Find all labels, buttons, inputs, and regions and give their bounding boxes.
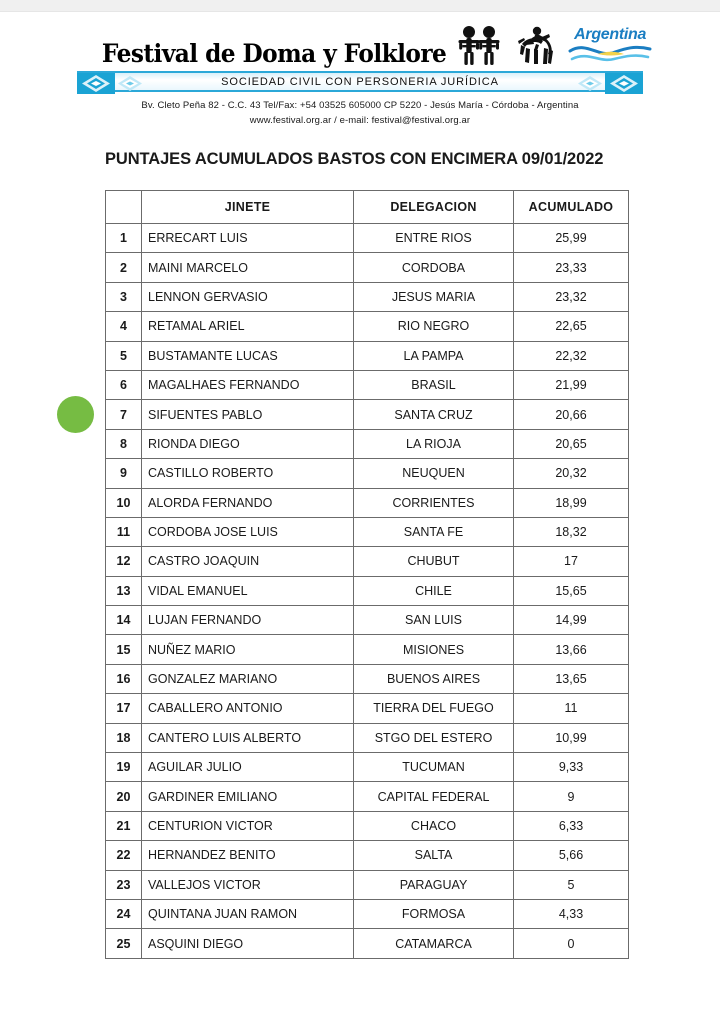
table-row [106, 606, 629, 635]
personeria-juridica-band [77, 71, 643, 92]
delegation-cell: TIERRA DEL FUEGO [354, 694, 514, 723]
accumulated-score-cell: 5 [514, 870, 629, 899]
table-row [106, 224, 629, 253]
table-row [106, 488, 629, 517]
delegation-cell: CORDOBA [354, 253, 514, 282]
horse-rider-silhouette-icon [512, 24, 558, 66]
rider-name-cell: MAINI MARCELO [142, 253, 354, 282]
table-row [106, 694, 629, 723]
table-row [106, 870, 629, 899]
table-row [106, 400, 629, 429]
rider-name-cell: HERNANDEZ BENITO [142, 841, 354, 870]
accumulated-score-cell: 5,66 [514, 841, 629, 870]
accumulated-score-cell: 20,66 [514, 400, 629, 429]
standings-table [105, 190, 629, 959]
table-row [106, 811, 629, 840]
accumulated-score-cell: 13,66 [514, 635, 629, 664]
table-row [106, 664, 629, 693]
rider-name-cell: ERRECART LUIS [142, 224, 354, 253]
table-row [106, 753, 629, 782]
argentina-brand-logo [568, 27, 652, 65]
delegation-cell: CHUBUT [354, 547, 514, 576]
rider-name-cell: VALLEJOS VICTOR [142, 870, 354, 899]
accumulated-score-cell: 10,99 [514, 723, 629, 752]
rider-name-cell: CORDOBA JOSE LUIS [142, 517, 354, 546]
rider-name-cell: AGUILAR JULIO [142, 753, 354, 782]
gaucho-pictogram-icon [456, 24, 502, 66]
contact-address-line: Bv. Cleto Peña 82 - C.C. 43 Tel/Fax: +54 03525 605000 CP 5220 - Jesús María - Córdoba - Argentina [141, 100, 579, 111]
delegation-cell: NEUQUEN [354, 459, 514, 488]
delegation-cell: JESUS MARIA [354, 282, 514, 311]
delegation-cell: STGO DEL ESTERO [354, 723, 514, 752]
accumulated-score-cell: 17 [514, 547, 629, 576]
accumulated-score-cell: 13,65 [514, 664, 629, 693]
column-header-delegacion: DELEGACION [354, 191, 514, 224]
accumulated-score-cell: 0 [514, 929, 629, 958]
rank-cell: 6 [106, 370, 142, 399]
rank-cell: 20 [106, 782, 142, 811]
column-header-rank [106, 191, 142, 224]
table-row [106, 429, 629, 458]
table-row [106, 370, 629, 399]
rider-name-cell: CENTURION VICTOR [142, 811, 354, 840]
accumulated-score-cell: 20,65 [514, 429, 629, 458]
rider-name-cell: CASTILLO ROBERTO [142, 459, 354, 488]
band-ornament-right [571, 73, 643, 90]
rank-cell: 18 [106, 723, 142, 752]
rider-name-cell: GARDINER EMILIANO [142, 782, 354, 811]
table-row [106, 576, 629, 605]
rank-cell: 24 [106, 899, 142, 928]
rider-name-cell: GONZALEZ MARIANO [142, 664, 354, 693]
table-row [106, 841, 629, 870]
accumulated-score-cell: 14,99 [514, 606, 629, 635]
rider-name-cell: ASQUINI DIEGO [142, 929, 354, 958]
row-highlight-marker-icon [57, 396, 94, 433]
rank-cell: 25 [106, 929, 142, 958]
delegation-cell: FORMOSA [354, 899, 514, 928]
rank-cell: 11 [106, 517, 142, 546]
delegation-cell: LA PAMPA [354, 341, 514, 370]
rank-cell: 23 [106, 870, 142, 899]
table-row [106, 253, 629, 282]
table-row [106, 341, 629, 370]
delegation-cell: ENTRE RIOS [354, 224, 514, 253]
rank-cell: 13 [106, 576, 142, 605]
rank-cell: 12 [106, 547, 142, 576]
rider-name-cell: BUSTAMANTE LUCAS [142, 341, 354, 370]
rider-name-cell: CABALLERO ANTONIO [142, 694, 354, 723]
rank-cell: 10 [106, 488, 142, 517]
report-title: PUNTAJES ACUMULADOS BASTOS CON ENCIMERA 09/01/2022 [105, 150, 604, 168]
rider-name-cell: RETAMAL ARIEL [142, 312, 354, 341]
accumulated-score-cell: 9,33 [514, 753, 629, 782]
accumulated-score-cell: 21,99 [514, 370, 629, 399]
accumulated-score-cell: 22,65 [514, 312, 629, 341]
letterhead-logo-row [0, 22, 720, 66]
rider-name-cell: LUJAN FERNANDO [142, 606, 354, 635]
delegation-cell: CORRIENTES [354, 488, 514, 517]
accumulated-score-cell: 23,33 [514, 253, 629, 282]
delegation-cell: CHACO [354, 811, 514, 840]
rider-name-cell: NUÑEZ MARIO [142, 635, 354, 664]
band-text: SOCIEDAD CIVIL CON PERSONERIA JURÍDICA [221, 75, 499, 88]
rank-cell: 22 [106, 841, 142, 870]
delegation-cell: SANTA CRUZ [354, 400, 514, 429]
table-row [106, 929, 629, 958]
table-row [106, 782, 629, 811]
delegation-cell: MISIONES [354, 635, 514, 664]
rank-cell: 14 [106, 606, 142, 635]
delegation-cell: RIO NEGRO [354, 312, 514, 341]
delegation-cell: CATAMARCA [354, 929, 514, 958]
delegation-cell: CAPITAL FEDERAL [354, 782, 514, 811]
rank-cell: 4 [106, 312, 142, 341]
rank-cell: 15 [106, 635, 142, 664]
table-row [106, 547, 629, 576]
table-row [106, 635, 629, 664]
table-body [106, 224, 629, 959]
rider-name-cell: LENNON GERVASIO [142, 282, 354, 311]
delegation-cell: CHILE [354, 576, 514, 605]
accumulated-score-cell: 15,65 [514, 576, 629, 605]
table-row [106, 282, 629, 311]
delegation-cell: SALTA [354, 841, 514, 870]
table-row [106, 459, 629, 488]
delegation-cell: SAN LUIS [354, 606, 514, 635]
table-row [106, 312, 629, 341]
column-header-acumulado: ACUMULADO [514, 191, 629, 224]
contact-block [0, 99, 720, 128]
accumulated-score-cell: 18,32 [514, 517, 629, 546]
rank-cell: 17 [106, 694, 142, 723]
accumulated-score-cell: 20,32 [514, 459, 629, 488]
delegation-cell: BUENOS AIRES [354, 664, 514, 693]
rider-name-cell: MAGALHAES FERNANDO [142, 370, 354, 399]
rank-cell: 21 [106, 811, 142, 840]
argentina-wave-icon [568, 43, 652, 65]
accumulated-score-cell: 23,32 [514, 282, 629, 311]
delegation-cell: BRASIL [354, 370, 514, 399]
accumulated-score-cell: 22,32 [514, 341, 629, 370]
table-header [106, 191, 629, 224]
rider-name-cell: CANTERO LUIS ALBERTO [142, 723, 354, 752]
rank-cell: 1 [106, 224, 142, 253]
rank-cell: 2 [106, 253, 142, 282]
delegation-cell: SANTA FE [354, 517, 514, 546]
rider-name-cell: RIONDA DIEGO [142, 429, 354, 458]
rider-name-cell: SIFUENTES PABLO [142, 400, 354, 429]
accumulated-score-cell: 25,99 [514, 224, 629, 253]
festival-wordmark: Festival de Doma y Folklore [101, 39, 447, 68]
rank-cell: 8 [106, 429, 142, 458]
table-row [106, 899, 629, 928]
table-row [106, 517, 629, 546]
accumulated-score-cell: 11 [514, 694, 629, 723]
band-ornament-left [77, 73, 149, 90]
delegation-cell: LA RIOJA [354, 429, 514, 458]
rider-name-cell: ALORDA FERNANDO [142, 488, 354, 517]
top-browser-strip [0, 0, 720, 12]
rider-name-cell: QUINTANA JUAN RAMON [142, 899, 354, 928]
accumulated-score-cell: 6,33 [514, 811, 629, 840]
rank-cell: 16 [106, 664, 142, 693]
argentina-wordmark: Argentina [574, 26, 647, 43]
rank-cell: 5 [106, 341, 142, 370]
table-row [106, 723, 629, 752]
column-header-jinete: JINETE [142, 191, 354, 224]
rider-name-cell: VIDAL EMANUEL [142, 576, 354, 605]
accumulated-score-cell: 9 [514, 782, 629, 811]
rank-cell: 9 [106, 459, 142, 488]
delegation-cell: PARAGUAY [354, 870, 514, 899]
accumulated-score-cell: 18,99 [514, 488, 629, 517]
delegation-cell: TUCUMAN [354, 753, 514, 782]
rider-name-cell: CASTRO JOAQUIN [142, 547, 354, 576]
rank-cell: 7 [106, 400, 142, 429]
letterhead [0, 22, 720, 128]
contact-web-line: www.festival.org.ar / e-mail: festival@festival.org.ar [249, 114, 471, 126]
accumulated-score-cell: 4,33 [514, 899, 629, 928]
table-header-row [106, 191, 629, 224]
rank-cell: 3 [106, 282, 142, 311]
rank-cell: 19 [106, 753, 142, 782]
